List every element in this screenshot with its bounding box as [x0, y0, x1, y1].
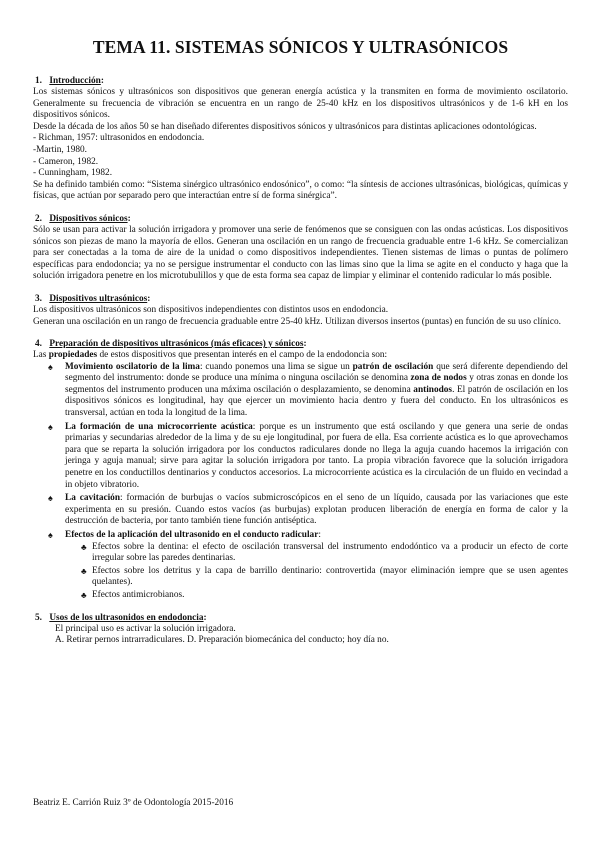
- paragraph: Generan una oscilación en un rango de frecuencia graduable entre 25-40 kHz. Utilizan diversos insertos (puntas) en función de su uso clínico.: [33, 316, 561, 327]
- page-title: TEMA 11. SISTEMAS SÓNICOS Y ULTRASÓNICOS: [92, 37, 509, 57]
- page-footer: Beatriz E. Carrión Ruiz 3º de Odontología 2015-2016: [33, 798, 234, 808]
- paragraph: Desde la década de los años 50 se han diseñado diferentes dispositivos sónicos y ultrasónicos para distintas aplicaciones odontológicas.: [33, 121, 537, 132]
- list-item: [33, 422, 568, 492]
- item-heading: Movimiento oscilatorio de la lima: [65, 361, 200, 372]
- section-number: 1.: [35, 76, 42, 86]
- list-item: [33, 362, 568, 420]
- sub-item-text: Efectos sobre los detritus y la capa de barrillo dentinario: controvertida (mayor eliminación iempre que se usen agentes quelantes).: [92, 565, 568, 588]
- effects-list: [65, 542, 568, 602]
- intro-text: de estos dispositivos que presentan interés en el campo de la endodoncia son:: [97, 350, 388, 361]
- list-item: - Cameron, 1982.: [33, 156, 99, 167]
- section-number: 4.: [35, 339, 42, 350]
- spade-bullet-icon: ♠: [48, 530, 53, 540]
- intro-paragraph: [33, 350, 568, 362]
- list-item: - Cunningham, 1982.: [33, 168, 113, 179]
- section-title: Dispositivos sónicos: [49, 213, 128, 224]
- section-heading: [33, 294, 568, 304]
- intro-text: Las: [33, 350, 49, 361]
- list-item: [33, 493, 568, 528]
- section-number: 5.: [35, 612, 42, 623]
- item-keyword: patrón de oscilación: [352, 361, 434, 372]
- list-item: [33, 530, 568, 602]
- section-dispositivos-ultrasonicos: [33, 294, 568, 328]
- document-page: [33, 37, 568, 658]
- section-dispositivos-sonicos: [33, 214, 568, 283]
- section-heading: [33, 214, 568, 224]
- section-colon: :: [147, 293, 151, 304]
- club-bullet-icon: ♣: [81, 565, 87, 576]
- item-heading: La cavitación: [65, 493, 121, 504]
- section-colon: :: [203, 612, 207, 623]
- paragraph: Los dispositivos ultrasónicos son dispositivos independientes con distintos usos en endodoncia.: [33, 304, 389, 315]
- section-heading: [33, 339, 568, 349]
- spade-bullet-icon: ♠: [48, 361, 53, 372]
- sub-item-text: Efectos antimicrobianos.: [92, 589, 185, 600]
- paragraph: Sólo se usan para activar la solución irrigadora y promover una serie de fenómenos que se consiguen con las ondas acústicas. Los dispositivos sónicos son piezas de mano la mayoría de ellos. Generan una oscilación en un rango de frecuencia graduable entre 1-6 kHz. Se comercializan para ser conectadas a la toma de aire de la unidad o como dispositivos independientes. Tienen sistemas de limas o puntas de polímero específicas para endodoncia; ya no se persigue instrumentar el conducto con las limas sino que la lima se agite en el conducto y haga que la solución irrigadora penetre en los microtubulillos y que de esta forma sea capaz de limpiar y eliminar el contenido radicular lo más posible.: [33, 224, 568, 282]
- section-heading: [33, 613, 568, 623]
- spade-bullet-icon: ♠: [48, 493, 53, 504]
- sub-item-text: Efectos sobre la dentina: el efecto de oscilación transversal del instrumento endodóntico va a producir un efecto de corte irregular sobre las paredes dentinarias.: [92, 541, 568, 564]
- item-text: y otras zonas en donde los segmentos del instrumento producen una máxima oscilación o desplazamiento, se denomina: [65, 373, 568, 395]
- list-item: -Martin, 1980.: [33, 144, 87, 155]
- sub-list-item: [77, 542, 568, 565]
- item-heading: La formación de una microcorriente acústica: [65, 421, 253, 432]
- item-keyword: zona de nodos: [410, 373, 467, 384]
- section-number: 3.: [35, 293, 42, 304]
- paragraph: El principal uso es activar la solución irrigadora.: [55, 623, 236, 634]
- section-colon: :: [303, 339, 307, 350]
- intro-keyword: propiedades: [48, 350, 98, 361]
- item-text: que será diferente dependiendo del segmento del instrumento: donde se produce una mínima o ninguna oscilación se denomina: [65, 361, 569, 384]
- paragraph: Los sistemas sónicos y ultrasónicos son dispositivos que generan energía acústica y la transmiten en forma de movimiento oscilatorio. Generalmente su frecuencia de vibración se encuentra en un rango de 25-40 kHz en los dispositivos ultrasónicos y de 1-6 kH en los dispositivos sónicos.: [33, 87, 568, 121]
- section-title: Usos de los ultrasonidos en endodoncia: [49, 612, 204, 623]
- item-text: : porque es un instrumento que está oscilando y que genera una serie de ondas primarias y secundarias alrededor de la lima y de su eje longitudinal, por fuera de ella. Esa corriente acústica es lo que aprovechamos para que se reparta la solución irrigadora por los conductos radiculares donde no llega la aguja cuando hacemos la irrigación con jeringa y aguja manual; sirve para agitar la solución irrigadora por tanto. La propia vibración favorece que la solución irrigadora penetre en los conductillos dentinarios y conductos accesorios. La microcorriente acústica es la circulación de un fluido en vecindad a in objeto vibratorio.: [65, 421, 568, 490]
- list-item: - Richman, 1957: ultrasonidos en endodoncia.: [33, 133, 205, 144]
- item-text: : cuando ponemos una lima se sigue un: [199, 361, 353, 372]
- properties-list: [33, 362, 568, 602]
- section-title: Dispositivos ultrasónicos: [49, 293, 148, 304]
- section-preparacion: [33, 339, 568, 601]
- section-number: 2.: [35, 213, 42, 224]
- section-colon: :: [100, 76, 104, 86]
- item-text: . El patrón de oscilación en los dispositivos sónicos es longitudinal, hay que ejercer un movimiento hacia dentro y fuera del conducto. En los ultrasónicos es transversal, actúan en toda la longitud de la lima.: [65, 384, 568, 419]
- spade-bullet-icon: ♠: [48, 421, 53, 432]
- item-text: :: [318, 530, 321, 540]
- club-bullet-icon: ♣: [81, 589, 87, 600]
- section-introduccion: [33, 76, 568, 203]
- section-heading: [33, 76, 568, 86]
- item-heading: Efectos de la aplicación del ultrasonido en el conducto radicular: [65, 530, 319, 540]
- section-title: Introducción: [49, 76, 101, 86]
- section-usos: [33, 613, 568, 647]
- club-bullet-icon: ♣: [81, 541, 87, 552]
- item-keyword: antinodos: [413, 384, 453, 395]
- section-title: Preparación de dispositivos ultrasónicos (más eficaces) y sónicos: [49, 339, 304, 350]
- sub-list-item: [77, 566, 568, 589]
- definition-paragraph: Se ha definido también como: “Sistema sinérgico ultrasónico endosónico”, o como: “la síntesis de acciones ultrasónicas, biológicas, químicas y físicas, que actúan por separado pero que interactúan entre sí de forma sinérgica”.: [33, 179, 568, 202]
- paragraph: A. Retirar pernos intrarradiculares. D. Preparación biomecánica del conducto; hoy día no.: [55, 635, 389, 646]
- item-text: : formación de burbujas o vacíos submicroscópicos en el seno de un líquido, causada por las variaciones que este experimenta en su presión. Cuando estos vacíos (as burbujas) explotan producen liberación de energía en forma de calor y la destrucción de bacteria, por tanto también tiene función antiséptica.: [65, 493, 569, 527]
- sub-list-item: [77, 590, 568, 602]
- section-colon: :: [127, 213, 131, 224]
